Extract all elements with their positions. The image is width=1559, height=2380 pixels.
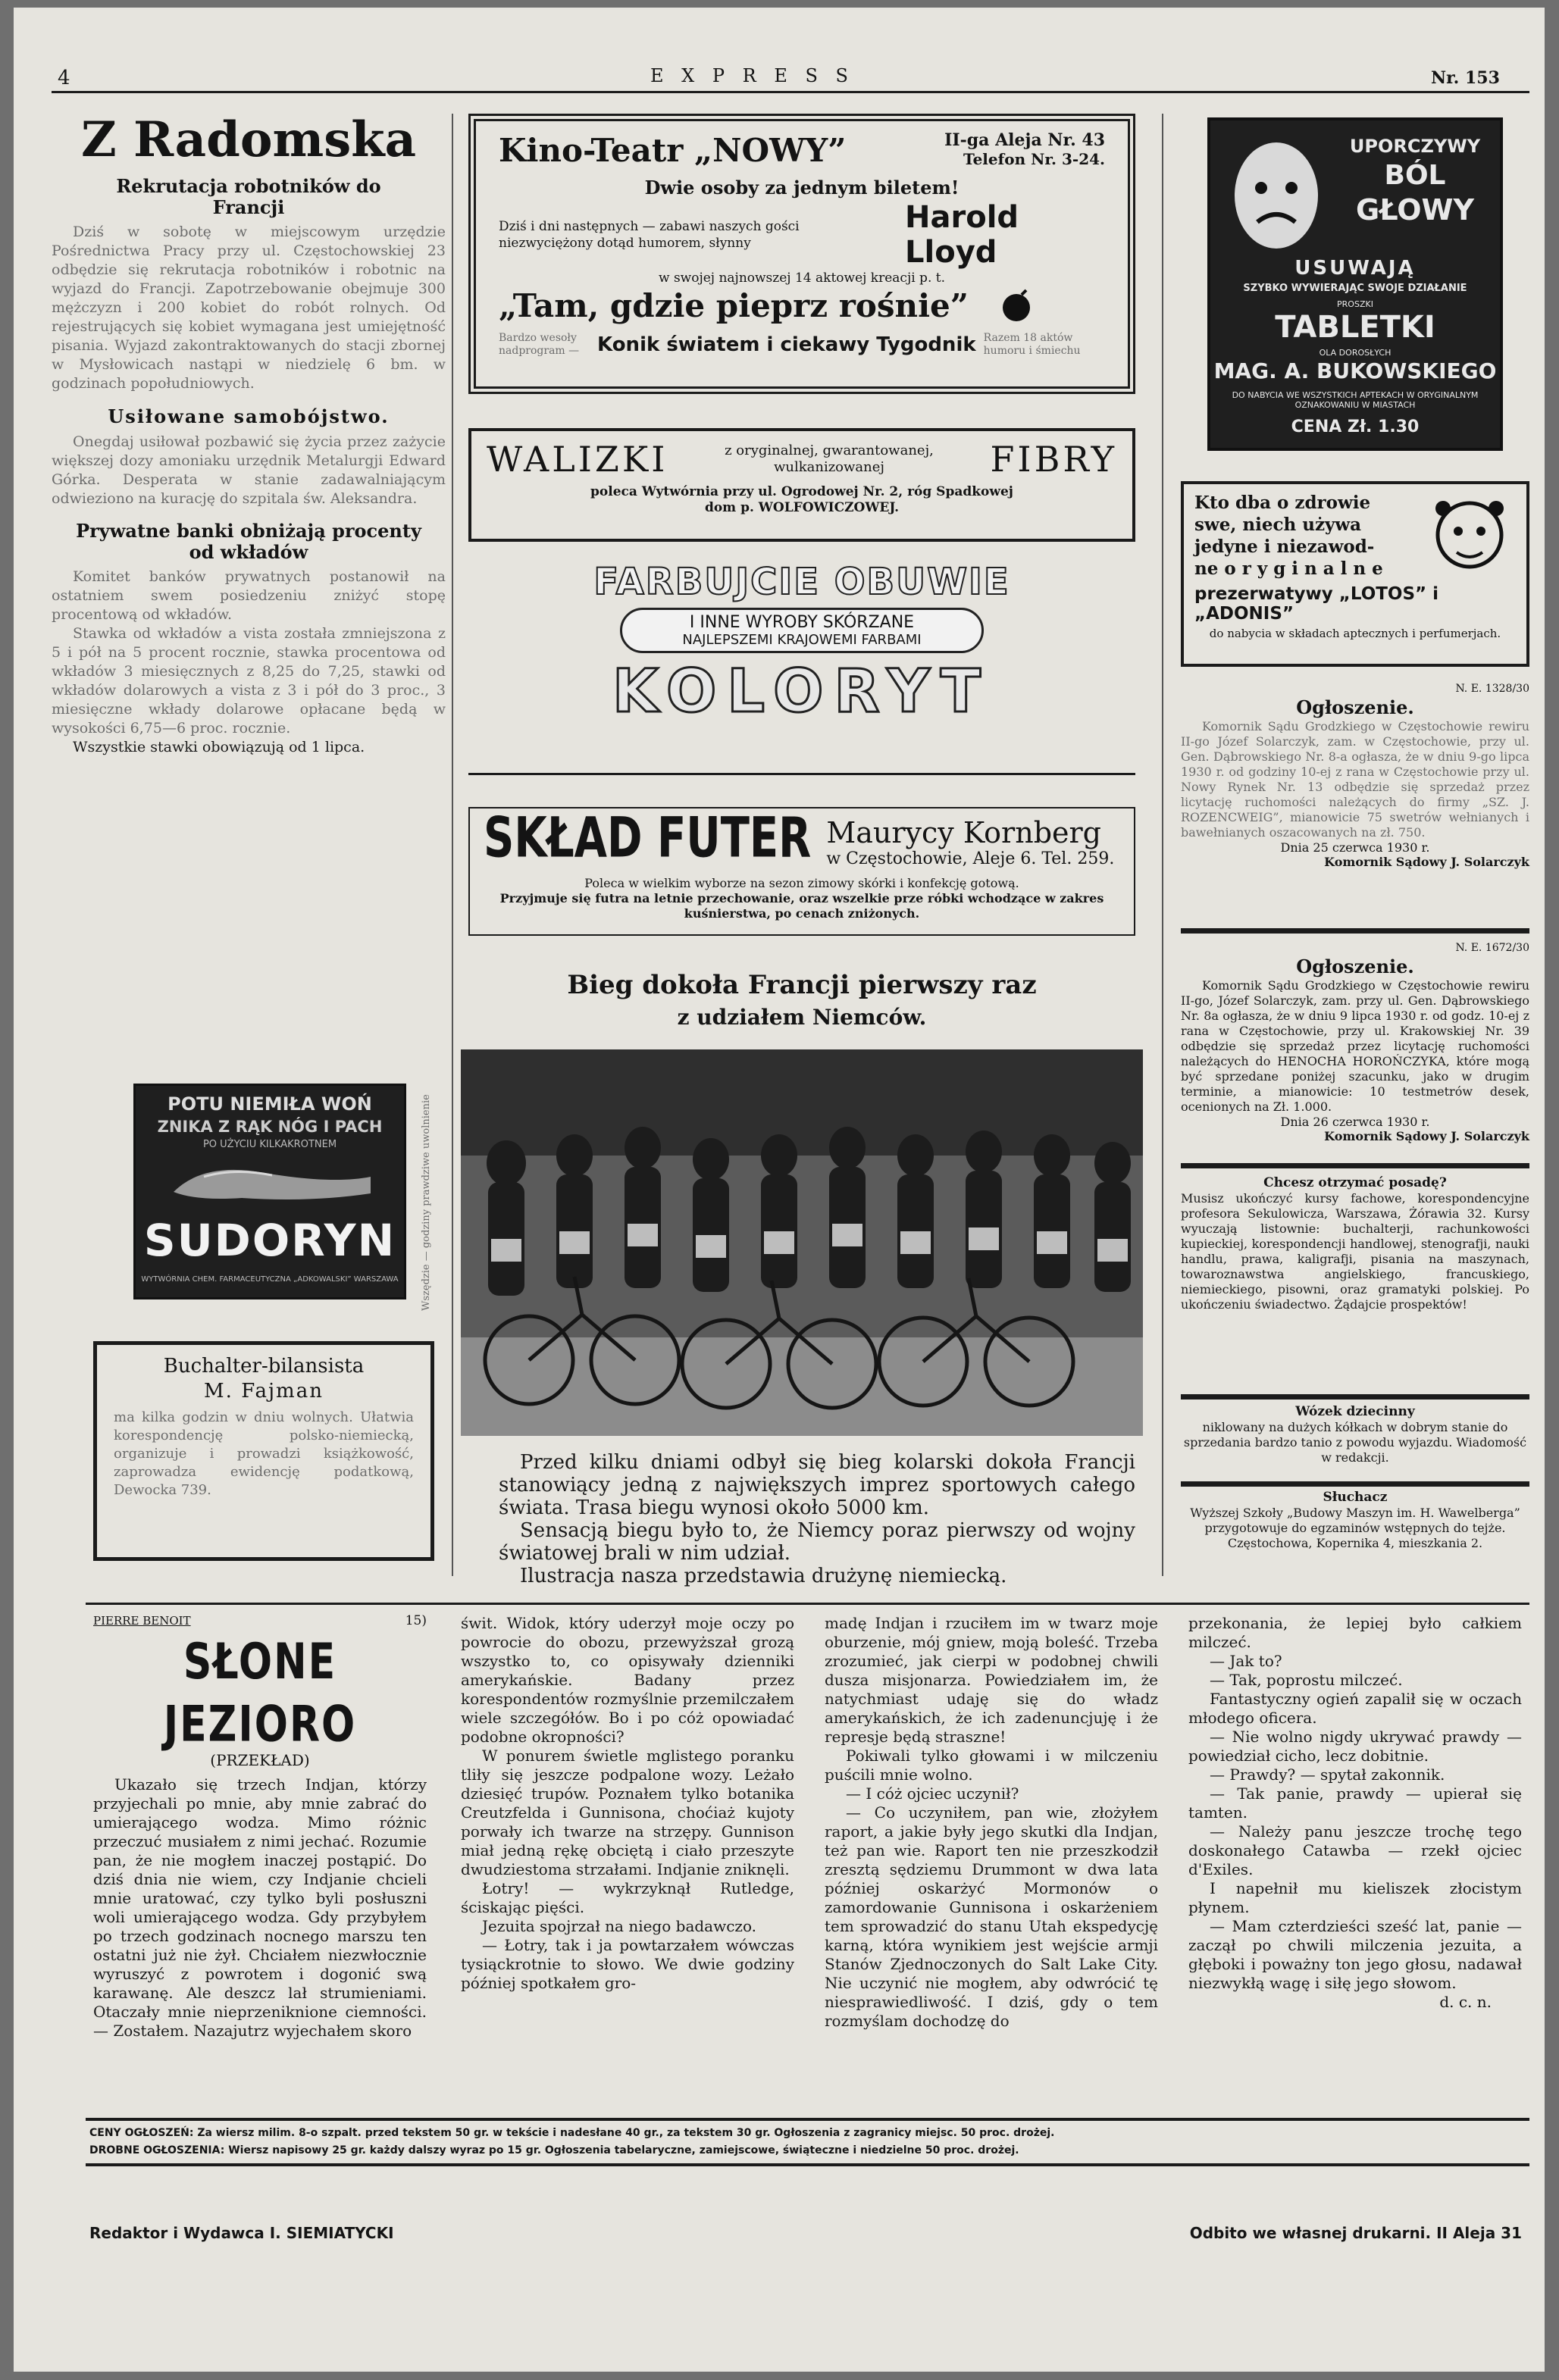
- novel-col-1: [93, 1614, 427, 2041]
- tabletki-l7: TABLETKI: [1275, 310, 1435, 345]
- wozek-title: Wózek dziecinny: [1295, 1404, 1415, 1419]
- wozek-rule: [1181, 1481, 1529, 1487]
- walizki-left: WALIZKI: [487, 439, 668, 480]
- lotos-woman-icon: [1428, 493, 1511, 584]
- sudoryn-ad: [133, 1084, 406, 1299]
- lotos-l1: Kto dba o zdrowie: [1194, 493, 1371, 513]
- bieg-title: Bieg dokoła Francji pierwszy raz: [567, 970, 1037, 1000]
- novel-number: 15): [405, 1613, 427, 1628]
- ogl1-title: Ogłoszenie.: [1296, 696, 1414, 718]
- novel-header: [93, 1614, 427, 1628]
- novel-col3a: madę Indjan i rzuciłem im w twarz moje oburzenie, mój gniew, moją boleść. Trzeba zrozumieć, jak cierpi w podobnej chwili dusza misjonarza. Powiedziałem im, że natychmiast udaję się do władz amerykańskich, że ich zadenuncjuję i że represje będą straszne!: [825, 1614, 1158, 1746]
- samobojstwo-title: Usiłowane samobójstwo.: [108, 405, 390, 427]
- lotos-l6: do nabycia w składach aptecznych i perfumerjach.: [1209, 627, 1501, 640]
- koloryt-band: [620, 608, 984, 653]
- banki-text-2: Stawka od wkładów a vista została zmniejszona z 5 i pół na 5 procent rocznie, stawka procentowa od wkładów 3 miesięcznych z 8,25 do 7,25, stawki od wkładów dolarowych a vista z 3 i pół do 3 proc., 3 miesięczne wkłady dolarowe opłacane będą w wysokości 6,75—6 proc. rocznie.: [52, 625, 446, 737]
- novel-col3c: — I cóż ojciec uczynił?: [846, 1784, 1019, 1803]
- sluchacz-ad: [1181, 1489, 1529, 1551]
- futra-ad: [468, 807, 1135, 936]
- tabletki-l2: BÓL: [1384, 160, 1446, 191]
- bomb-icon: [999, 289, 1034, 324]
- novel-col4g: — Tak panie, prawdy — upierał się tamten.: [1188, 1784, 1522, 1822]
- kino-address: II-ga Aleja Nr. 43: [944, 130, 1105, 150]
- koloryt-top: FARBUJCIE OBUWIE: [593, 561, 1010, 603]
- novel-col3b: Pokiwali tylko głowami i w milczeniu puścili mnie wolno.: [825, 1747, 1158, 1784]
- ogl1-date: Dnia 25 czerwca 1930 r.: [1280, 840, 1430, 855]
- bieg-subtitle: z udziałem Niemców.: [677, 1005, 927, 1030]
- ogl1-text: Komornik Sądu Grodzkiego w Częstochowie rewiru II-go Józef Solarczyk, zam. w Częstochowie, przy ul. Gen. Dąbrowskiego Nr. 8-a ogłasza, że w dniu 9-go lipca 1930 r. od godziny 10-ej z rana w Częstochowie przy ul. Nowy Rynek Nr. 13 odbędzie się sprzedaż przez licytację ruchomości należących do firmy „SZ. J. ROZENCWEIG”, mianowicie 75 swetrów wełnianych i bawełnianych oszacowanych na zł. 750.: [1181, 719, 1529, 840]
- kino-intro-row: [499, 200, 1105, 270]
- sudoryn-side-text: Wszędzie — godziny prawdziwe uwolnienie: [421, 1094, 432, 1311]
- koloryt-mid1: I INNE WYROBY SKÓRZANE: [689, 613, 915, 632]
- cyclists-photo: [461, 1049, 1143, 1436]
- sudoryn-line1: POTU NIEMIŁA WOŃ: [167, 1093, 372, 1115]
- novel-col4d: Fantastyczny ogień zapalił się w oczach młodego oficera.: [1188, 1690, 1522, 1727]
- sluchacz-title: Słuchacz: [1323, 1490, 1388, 1505]
- novel-col4h: — Należy panu jeszcze trochę tego doskonałego Catawba — rzekł ojciec d'Exiles.: [1188, 1822, 1522, 1878]
- posada-ad: [1181, 1174, 1529, 1312]
- novel-translation: (PRZEKŁAD): [210, 1751, 310, 1769]
- kino-star: Harold Lloyd: [905, 200, 1019, 270]
- bieg-caption: [499, 1451, 1135, 1587]
- ogloszenie-1: [1181, 682, 1529, 869]
- posada-title: Chcesz otrzymać posadę?: [1263, 1175, 1447, 1190]
- ogl2-title: Ogłoszenie.: [1296, 955, 1414, 977]
- novel-col4f: — Prawdy? — spytał zakonnik.: [1210, 1765, 1445, 1784]
- footer-rule-bottom: [86, 2163, 1529, 2166]
- wozek-ad: [1181, 1403, 1529, 1465]
- ogl2-date: Dnia 26 czerwca 1930 r.: [1280, 1115, 1430, 1129]
- ogl1-sign: Komornik Sądowy J. Solarczyk: [1324, 855, 1529, 869]
- futra-text2: Przyjmuje się futra na letnie przechowanie, oraz wszelkie prze róbki wchodzące w zakres kuśnierstwa, po cenach zniżonych.: [499, 891, 1104, 921]
- rekrutacja-title: Rekrutacja robotników do Francji: [116, 175, 381, 218]
- tabletki-price: CENA Zł. 1.30: [1291, 418, 1420, 436]
- sudoryn-line3: PO UŻYCIU KILKAKROTNEM: [202, 1139, 337, 1150]
- novel-col4j: — Mam czterdzieści sześć lat, panie — zaczął po chwili milczenia jezuita, a głęboki i poważny ton jego głosu, nadawał niezwykłą wagę i siłę jego słowom.: [1188, 1917, 1522, 1992]
- wozek-text: niklowany na dużych kółkach w dobrym stanie do sprzedania bardzo tanio z powodu wyjazdu. Wiadomość w redakcji.: [1183, 1420, 1527, 1465]
- ogloszenie-2: [1181, 941, 1529, 1143]
- face-illustration-icon: [1219, 131, 1333, 260]
- sudoryn-line2: ZNIKA Z RĄK NÓG I PACH: [157, 1118, 383, 1136]
- lotos-ad: [1181, 481, 1529, 667]
- bieg-caption-p1: Przed kilku dniami odbył się bieg kolarski dokoła Francji stanowiący jedną z największych imprez sportowych całego świata. Trasa biegu wynosi około 5000 km.: [499, 1451, 1135, 1519]
- masthead-rule: [52, 91, 1529, 93]
- lotos-l4: ne o r y g i n a l n e: [1194, 558, 1383, 579]
- masthead-title: E X P R E S S: [650, 65, 854, 86]
- tabletki-l5: SZYBKO WYWIERAJĄC SWOJE DZIAŁANIE: [1243, 283, 1467, 294]
- kino-footer: [499, 332, 1105, 358]
- kino-footer-right: Razem 18 aktów humoru i śmiechu: [983, 332, 1081, 357]
- walizki-ad: [468, 428, 1135, 542]
- novel-col4e: — Nie wolno nigdy ukrywać prawdy — powiedział cicho, lecz dobitnie.: [1188, 1728, 1522, 1765]
- kino-intro2: w swojej najnowszej 14 aktowej kreacji p. t.: [659, 271, 945, 286]
- samobojstwo-text: Onegdaj usiłował pozbawić się życia przez zażycie większej dozy amoniaku urzędnik Metalurgji Edward Górka. Desperata w stanie zadawalniającym odwieziono na kurację do szpitala św. Aleksandra.: [52, 433, 446, 507]
- novel-col2b: W ponurem świetle mglistego poranku tliły się jeszcze podpalone wozy. Leżało dziesięć trupów. Poznałem tylko botanika Creutzfelda i Gunnisona, choćiaż kujoty porwały ich twarze na strzępy. Gunnison miał jedną rękę obciętą i ciało przeszyte dwudziestoma strzałami. Indjanie zniknęli.: [461, 1747, 794, 1878]
- banki-text-1: Komitet banków prywatnych postanowił na ostatniem swem posiedzeniu zniżyć stopę procentową od wkładów.: [52, 568, 446, 623]
- novel-col1-text: Ukazało się trzech Indjan, którzy przyjechali po mnie, aby mnie zabrać do umierającego wodza. Mimo różnic przeczuć musiałem z nimi jechać. Rozumie pan, że nie mogłem inaczej postąpić. Do dziś dnia nie wiem, czy Indjanie chcieli mnie uratować, czy tylko byli posłuszni woli umierającego wodza. Gdy przybyłem po trzech godzinach nocnego marszu ten ostatni już nie żył. Chciałem niezwłocznie wyruszyć z powrotem i dogonić swą karawanę. Ale deszcz lał strumieniami. Otaczały mnie nieprzeniknione ciemności. — Zostałem. Nazajutrz wyjechałem skoro: [93, 1775, 427, 2040]
- novel-col4b: — Jak to?: [1210, 1652, 1282, 1670]
- novel-col-4: [1188, 1614, 1522, 2011]
- novel-col4i: I napełnił mu kieliszek złocistym płynem.: [1188, 1879, 1522, 1916]
- rekrutacja-text: Dziś w sobotę w miejscowym urzędzie Pośrednictwa Pracy przy ul. Częstochowskiej 23 odbędzie się rekrutacja robotników i robotnic na wyjazd do Francji. Zapotrzebowanie obejmuje 300 mężczyzn i 200 kobiet do robót rolnych. Od rejestrujących się kobiet wymagana jest umiejętność pisania. Wyjazd zakontraktowanych do stacji zbornej w Mysłowicach nastąpi w niedzielę 6 bm. w godzinach popołudniowych.: [52, 224, 446, 392]
- ogl1-rule: [1181, 928, 1529, 934]
- right-column-rule: [1162, 114, 1163, 1576]
- tabletki-l9: MAG. A. BUKOWSKIEGO: [1213, 358, 1497, 383]
- buchalter-ad: [93, 1341, 434, 1561]
- futra-owner: Maurycy Kornberg: [826, 816, 1102, 849]
- novel-author: PIERRE BENOIT: [93, 1614, 191, 1628]
- kino-film: „Tam, gdzie pieprz rośnie”: [499, 287, 969, 324]
- kino-footer-left: Bardzo wesoły nadprogram —: [499, 332, 580, 357]
- kino-footer-mid: Konik światem i ciekawy Tygodnik: [597, 333, 976, 356]
- left-column-rule: [452, 114, 453, 1576]
- banki-title: Prywatne banki obniżają procenty od wkładów: [76, 520, 421, 563]
- walizki-mid: [725, 443, 934, 476]
- ogl2-sign: Komornik Sądowy J. Solarczyk: [1324, 1129, 1529, 1143]
- tabletki-l1: UPORCZYWY: [1349, 136, 1481, 157]
- lotos-l3: jedyne i niezawod-: [1194, 536, 1375, 557]
- ogl2-text: Komornik Sądu Grodzkiego w Częstochowie rewiru II-go, Józef Solarczyk, zam. przy ul. Gen. Dąbrowskiego Nr. 8a ogłasza, że w dniu 9 lipca 1930 r. od godz. 10-ej z rana w Częstochowie, przy ul. Krakowskiej Nr. 39 odbędzie się sprzedaż przez licytację ruchomości należących do HENOCHA HOROŃCZYKA, które mogą być sprzedane poniżej szacunku, jako w drugim terminie, a mianowicie: 10 testmetrów desek, ocenionych na Zł. 1.000.: [1181, 978, 1529, 1114]
- kino-film-row: [499, 286, 1105, 326]
- newspaper-page: [14, 8, 1545, 2372]
- foot-illustration-icon: [158, 1154, 386, 1207]
- ogl2-rule: [1181, 1163, 1529, 1168]
- bieg-caption-p3: Ilustracja nasza przedstawia drużynę niemiecką.: [520, 1565, 1007, 1587]
- walizki-mid1: z oryginalnej, gwarantowanej,: [725, 443, 934, 458]
- tabletki-l8: OLA DOROSŁYCH: [1319, 348, 1392, 358]
- novel-col2e: — Łotry, tak i ja powtarzałem wówczas tysiąckrotnie to słowo. We dwie godziny później spotkałem gro-: [461, 1936, 794, 1992]
- walizki-mid2: wulkanizowanej: [773, 459, 884, 475]
- banki-text-3: Wszystkie stawki obowiązują od 1 lipca.: [73, 739, 365, 755]
- buchalter-text: ma kilka godzin w dniu wolnych. Ułatwia korespondencję polsko-niemiecką, organizuje i prowadzi książkowość, zaprowadza ewidencję podatkową, Dewocka 739.: [114, 1409, 414, 1498]
- kino-name: Kino-Teatr „NOWY”: [499, 132, 847, 169]
- kino-phone: Telefon Nr. 3-24.: [963, 150, 1105, 168]
- kino-ad: [468, 114, 1135, 394]
- issue-number: Nr. 153: [1431, 68, 1500, 88]
- lotos-l2: swe, niech używa: [1194, 514, 1362, 535]
- novel-title: SŁONE JEZIORO: [163, 1634, 357, 1753]
- koloryt-brand: KOLORYT: [612, 658, 991, 726]
- kino-intro: Dziś i dni następnych — zabawi naszych gości niezwyciężony dotąd humorem, słynny: [499, 219, 800, 251]
- sudoryn-brand: SUDORYN: [143, 1215, 396, 1266]
- novel-col2d: Jezuita spojrzał na niego badawczo.: [482, 1917, 756, 1935]
- page-number: 4: [58, 67, 70, 89]
- futra-heading: SKŁAD FUTER: [484, 806, 812, 871]
- futra-address: w Częstochowie, Aleje 6. Tel. 259.: [826, 849, 1115, 868]
- tabletki-l10: DO NABYCIA WE WSZYSTKICH APTEKACH W ORYGINALNYM OZNAKOWANIU W MIASTACH: [1232, 390, 1479, 410]
- koloryt-rule: [468, 773, 1135, 775]
- novel-col4c: — Tak, poprostu milczeć.: [1210, 1671, 1403, 1689]
- footer-prices-2: DROBNE OGŁOSZENIA: Wiersz napisowy 25 gr. każdy dalszy wyraz po 15 gr. Ogłoszenia tabelaryczne, zamiejscowe, świąteczne i niedzielne 50 proc. drożej.: [89, 2144, 1019, 2156]
- novel-col-3: [825, 1614, 1158, 2031]
- futra-row: [484, 806, 1120, 871]
- walizki-footer: poleca Wytwórnia przy ul. Ogrodowej Nr. 2, róg Spadkowej dom p. WOLFOWICZOWEJ.: [590, 484, 1013, 515]
- sudoryn-maker: WYTWÓRNIA CHEM. FARMACEUTYCZNA „ADKOWALSKI” WARSZAWA: [141, 1275, 399, 1284]
- posada-rule: [1181, 1394, 1529, 1400]
- walizki-right: FIBRY: [990, 439, 1117, 480]
- footer-editor: Redaktor i Wydawca I. SIEMIATYCKI: [89, 2224, 394, 2242]
- novel-col-2: [461, 1614, 794, 1993]
- footer-printer: Odbito we własnej drukarni. II Aleja 31: [1189, 2224, 1522, 2242]
- ogl2-ref: N. E. 1672/30: [1455, 942, 1529, 954]
- tabletki-l4: USUWAJĄ: [1294, 257, 1416, 280]
- radomsko-column: [52, 111, 446, 757]
- novel-col2c: Łotry! — wykrzyknął Rutledge, ściskając pięści.: [461, 1879, 794, 1916]
- novel-top-rule: [86, 1603, 1529, 1605]
- futra-owner-block: [826, 816, 1114, 868]
- futra-text1: Poleca w wielkim wyborze na sezon zimowy skórki i konfekcję gotową.: [584, 876, 1019, 890]
- tabletki-l6: PROSZKI: [1337, 299, 1373, 309]
- sluchacz-text: Wyższej Szkoły „Budowy Maszyn im. H. Wawelberga” przygotowuje do egzaminów wstępnych do tejże. Częstochowa, Kopernika 4, mieszkania 2.: [1190, 1506, 1520, 1550]
- bieg-caption-p2: Sensacją biegu było to, że Niemcy poraz pierwszy od wojny światowej brali w nim udział.: [499, 1519, 1135, 1565]
- novel-col4k: d. c. n.: [1439, 1993, 1492, 2011]
- ogl1-ref: N. E. 1328/30: [1455, 683, 1529, 695]
- tabletki-ad: [1207, 117, 1503, 451]
- novel-col4a: przekonania, że lepiej było całkiem milczeć.: [1188, 1614, 1522, 1651]
- lotos-l5: prezerwatywy „LOTOS” i „ADONIS”: [1194, 584, 1439, 624]
- koloryt-ad: [559, 561, 1044, 758]
- kino-promo: Dwie osoby za jednym biletem!: [644, 177, 960, 199]
- radomsko-heading: Z Radomska: [80, 111, 417, 168]
- buchalter-title: Buchalter-bilansista: [163, 1355, 365, 1378]
- posada-text: Musisz ukończyć kursy fachowe, korespondencyjne profesora Sekulowicza, Warszawa, Żórawia 32. Kursy wyuczają listownie: buchalterji, rachunkowości kupieckiej, korespondencji handlowej, stenografji, nauki handlu, prawa, kaligrafji, pisania na maszynach, towaroznawstwa angielskiego, francuskiego, niemieckiego, pisowni, oraz gramatyki polskiej. Po ukończeniu świadectwo. Żądajcie prospektów!: [1181, 1191, 1529, 1312]
- tabletki-l3: GŁOWY: [1356, 193, 1474, 227]
- footer-rule-top: [86, 2118, 1529, 2121]
- koloryt-mid2: NAJLEPSZEMI KRAJOWEMI FARBAMI: [682, 632, 922, 648]
- novel-col3d: — Co uczyniłem, pan wie, złożyłem raport, a jakie były jego skutki dla Indjan, też pan wie. Raport ten nie przeszkodził zresztą sędziemu Drummont w dwa lata później oskarżyć Mormonów o zamordowanie Gunnisona i oskarżeniem tem sprowadzić do stanu Utah ekspedycję karną, która wynikiem jest wejście armji Stanów Zjednoczonych do Salt Lake City. Nie uczynić nie mogłem, aby odwrócić tę niesprawiedliwość. I dziś, gdy o tem rozmyślam dochodzę do: [825, 1803, 1158, 2030]
- footer-prices-1: CENY OGŁOSZEŃ: Za wiersz milim. 8-o szpalt. przed tekstem 50 gr. w tekście i nadesłane 40 gr., za tekstem 30 gr. Ogłoszenia z zagranicy miejsc. 50 proc. drożej.: [89, 2127, 1055, 2139]
- walizki-row: [487, 439, 1117, 480]
- novel-col2a: świt. Widok, który uderzył moje oczy po powrocie do obozu, przewyższał grozą wszystko to, co opisywały dzienniki amerykańskie. Badany przez korespondentów rozmyślnie przemilczałem wiele szczegółów. Bo i po cóż opowiadać podobne okropności?: [461, 1614, 794, 1746]
- buchalter-name: M. Fajman: [204, 1380, 324, 1403]
